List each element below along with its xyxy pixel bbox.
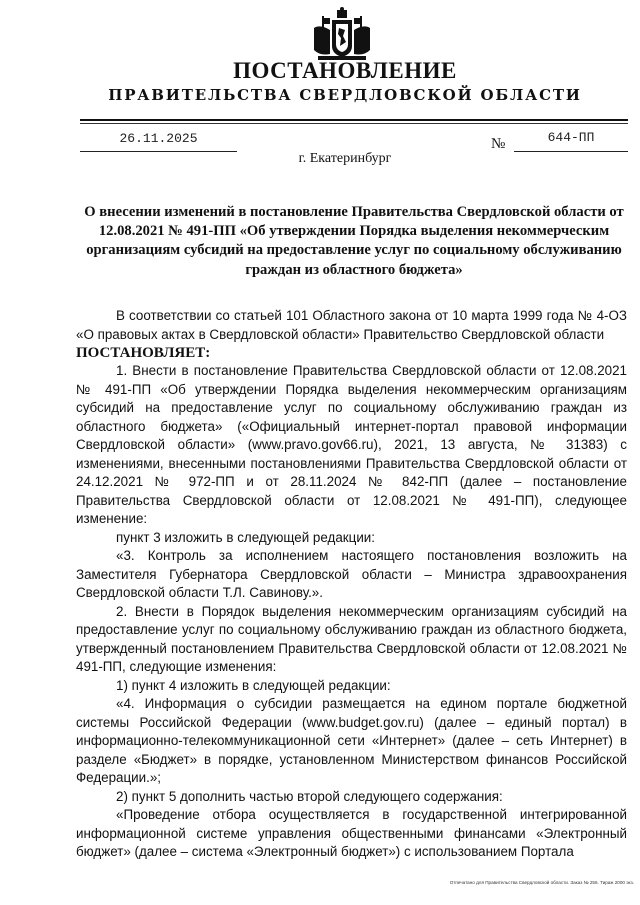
preamble: В соответствии со статьей 101 Областного закона от 10 марта 1999 года № 4-ОЗ «О правовых актах в Свердловской области» Правительство Свердловской области	[76, 308, 627, 342]
paragraph-2: пункт 3 изложить в следующей редакции:	[116, 529, 375, 545]
document-date: 26.11.2025	[119, 131, 198, 146]
paragraph-8: «Проведение отбора осуществляется в государственной интегрированной информационной системе управления общественными финансами «Электронный бюджет» (далее – система «Электронный бюджет») с использованием Портала	[76, 807, 627, 859]
header-divider-thick	[80, 119, 628, 121]
document-number: 644-ПП	[547, 130, 595, 145]
paragraph-3: «3. Контроль за исполнением настоящего постановления возложить на Заместителя Губернатора Свердловской области – Министра здравоохранения Свердловской области Т.Л. Савинову.».	[76, 548, 627, 600]
paragraph-4: 2. Внести в Порядок выделения некоммерческим организациям субсидий на предоставление услуг по социальному обслуживанию граждан из областного бюджета, утвержденный постановлением Правительства Свердловской области от 12.08.2021 № 491-ПП, следующие изменения:	[76, 603, 627, 674]
paragraph-7: 2) пункт 5 дополнить частью второй следующего содержания:	[116, 788, 503, 804]
paragraph-1: 1. Внести в постановление Правительства Свердловской области от 12.08.2021 № 491-ПП «Об утверждении Порядка выделения некоммерческим организациям субсидий на предоставление услуг по социальному обслуживанию граждан из областного бюджета» («Официальный интернет-портал правовой информации Свердловской области» (www.pravo.gov66.ru), 2021, 13 августа, № 31383) с изменениями, внесенными постановлениями Правительства Свердловской области от 24.12.2021 № 972-ПП и от 28.11.2024 № 842-ПП (далее – постановление Правительства Свердловской области от 12.08.2021 № 491-ПП), следующее изменение:	[76, 363, 627, 526]
paragraph-5: 1) пункт 4 изложить в следующей редакции:	[116, 677, 391, 693]
document-heading: О внесении изменений в постановление Правительства Свердловской области от 12.08.2021 № 491-ПП «Об утверждении Порядка выделения некоммерческим организациям субсидий на предоставление услуг по социальному обслуживанию граждан из областного бюджета»	[84, 204, 624, 278]
document-type-title: ПОСТАНОВЛЕНИЕ	[233, 58, 457, 83]
issue-city: г. Екатеринбург	[298, 151, 392, 166]
header-divider-thin	[80, 123, 628, 124]
print-footer: Отпечатано для Правительства Свердловской области. Заказ № 256. Тираж 2000 экз.	[449, 880, 634, 885]
resolves-label: ПОСТАНОВЛЯЕТ:	[76, 345, 211, 361]
issuing-authority: ПРАВИТЕЛЬСТВА СВЕРДЛОВСКОЙ ОБЛАСТИ	[108, 86, 582, 104]
number-sign: №	[491, 136, 506, 152]
paragraph-6: «4. Информация о субсидии размещается на едином портале бюджетной системы Российской Федерации (www.budget.gov.ru) (далее – единый портал) в информационно-телекоммуникационной сети «Интернет» (далее – сеть Интернет) в разделе «Бюджет» в порядке, установленном Министерством финансов Российской Федерации.»;	[76, 696, 627, 785]
document-body	[76, 307, 627, 862]
coat-of-arms-icon	[300, 6, 384, 62]
